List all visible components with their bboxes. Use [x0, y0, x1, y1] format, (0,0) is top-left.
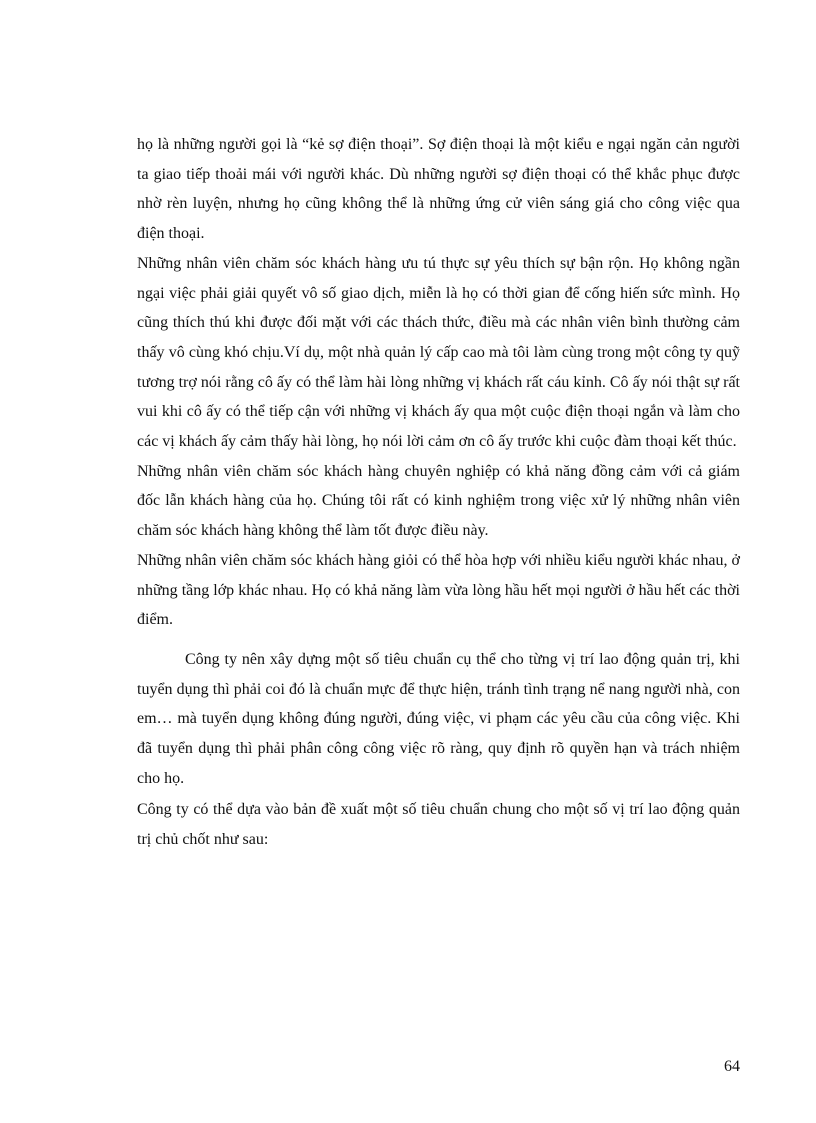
- paragraph-empathy: Những nhân viên chăm sóc khách hàng chuyên nghiệp có khả năng đồng cảm với cả giám đốc lẫn khách hàng của họ. Chúng tôi rất có kinh nghiệm trong việc xử lý những nhân viên chăm sóc khách hàng không thể làm tốt được điều này.: [137, 462, 740, 540]
- paragraph-recruitment-standards: Công ty nên xây dựng một số tiêu chuẩn cụ thể cho từng vị trí lao động quản trị, khi tuyển dụng thì phải coi đó là chuẩn mực để thực hiện, tránh tình trạng nể nang người nhà, con em… mà tuyển dụng không đúng người, đúng việc, vi phạm các yêu cầu của công việc. Khi đã tuyển dụng thì phải phân công công việc rõ ràng, quy định rõ quyền hạn và trách nhiệm cho họ.: [137, 650, 740, 787]
- body-text: [137, 130, 740, 855]
- paragraph-busy-staff: Những nhân viên chăm sóc khách hàng ưu tú thực sự yêu thích sự bận rộn. Họ không ngần ngại việc phải giải quyết vô số giao dịch, miễn là họ có thời gian để cống hiến sức mình. Họ cũng thích thú khi được đối mặt với các thách thức, điều mà các nhân viên bình thường cảm thấy vô cùng khó chịu.Ví dụ, một nhà quản lý cấp cao mà tôi làm cùng trong một công ty quỹ tương trợ nói rằng cô ấy có thể làm hài lòng những vị khách rất cáu kỉnh. Cô ấy nói thật sự rất vui khi cô ấy có thể tiếp cận với những vị khách ấy qua một cuộc điện thoại ngắn và làm cho các vị khách ấy cảm thấy hài lòng, họ nói lời cảm ơn cô ấy trước khi cuộc đàm thoại kết thúc.: [137, 254, 740, 451]
- page-number: 64: [724, 1058, 740, 1075]
- paragraph-proposal-intro: Công ty có thể dựa vào bản đề xuất một số tiêu chuẩn chung cho một số vị trí lao động quản trị chủ chốt như sau:: [137, 801, 740, 849]
- paragraph-adaptability: Những nhân viên chăm sóc khách hàng giỏi có thể hòa hợp với nhiều kiểu người khác nhau, ở những tầng lớp khác nhau. Họ có khả năng làm vừa lòng hầu hết mọi người ở hầu hết các thời điểm.: [137, 551, 740, 629]
- paragraph-phone-fear: họ là những người gọi là “kẻ sợ điện thoại”. Sợ điện thoại là một kiểu e ngại ngăn cản người ta giao tiếp thoải mái với người khác. Dù những người sợ điện thoại có thể khắc phục được nhờ rèn luyện, nhưng họ cũng không thể là những ứng cử viên sáng giá cho công việc qua điện thoại.: [137, 136, 740, 243]
